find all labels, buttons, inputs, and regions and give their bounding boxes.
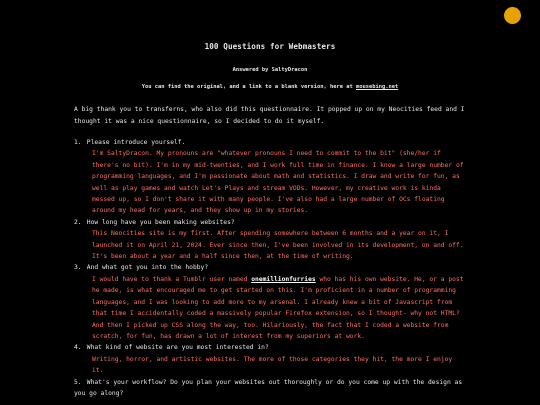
question-text: How long have you been making websites? bbox=[86, 218, 235, 226]
answer-text: who has his own website. He, or a post he made, is what encouraged me to get started on this. I'm proficient in a number of programming languages, and I was looking to add more to my arsenal. I already knew a bit of Javascript from that time I accidentally coded a massively popular Firefox extension, so I thought- why not HTML? And then I picked up CSS along the way, too. Hilariously, the fact that I coded a website from scratch, for fun, has drawn a lot of interest from my superiors at work. bbox=[92, 275, 464, 340]
intro-paragraph: A big thank you to transferns, who also did this questionnaire. It popped up on my Neocities feed and I thought it was a nice questionnaire, so I decided to do it myself. bbox=[74, 106, 465, 126]
question-2 bbox=[74, 217, 466, 228]
question-1 bbox=[74, 137, 466, 148]
page-title: 100 Questions for Webmasters bbox=[204, 42, 336, 51]
question-number: 2. bbox=[74, 218, 82, 226]
original-note bbox=[74, 84, 466, 90]
question-3 bbox=[74, 262, 466, 273]
question-4 bbox=[74, 342, 466, 353]
sun-icon[interactable] bbox=[504, 7, 521, 24]
question-number: 1. bbox=[74, 139, 82, 146]
original-note-text: You can find the original, and a link to a blank version, here at bbox=[141, 84, 356, 90]
qa-item-3 bbox=[74, 262, 466, 342]
question-list bbox=[74, 137, 466, 399]
question-5 bbox=[74, 377, 466, 400]
answer-3 bbox=[74, 274, 466, 342]
answer-4: Writing, horror, and artistic websites. The more of those categories they hit, the more I enjoy it. bbox=[92, 355, 453, 375]
qa-item-1 bbox=[74, 137, 466, 217]
answer-2: This Neocities site is my first. After spending somewhere between 6 months and a year on it, I launched it on April 21, 2024. Ever since then, I've been involved in its development, on and off. It's been about a year and a half since then, at the time of writing. bbox=[92, 230, 464, 261]
question-text: Please introduce yourself. bbox=[86, 139, 186, 146]
answer-1: I'm SaltyDracon. My pronouns are "whatever pronouns I need to commit to the bit" (she/her if there's no bit). I'm in my mid-twenties, and I work full time in finance. I know a large number of programming languages, and I'm passionate about math and statistics. I draw and write for fun, as well as play games and watch Let's Plays and stream VODs. However, my creative work is kinda messed up, so I don't share it with many people. I've also had a large number of OCs floating around my head for years, and they show up in my stories. bbox=[92, 150, 464, 215]
qa-item-2 bbox=[74, 217, 466, 263]
onemillionfurries-link[interactable]: onemillionfurries bbox=[251, 275, 316, 283]
question-number: 3. bbox=[74, 264, 82, 272]
question-text: What kind of website are you most interested in? bbox=[86, 344, 269, 352]
original-link[interactable]: mousebing.net bbox=[356, 84, 399, 90]
qa-item-5 bbox=[74, 377, 466, 400]
question-number: 4. bbox=[74, 344, 82, 352]
question-text: And what got you into the hobby? bbox=[86, 264, 209, 272]
answer-text: I would have to thank a Tumblr user named bbox=[92, 275, 252, 283]
question-text: What's your workflow? Do you plan your websites out thoroughly or do you come up with the design as you go along? bbox=[74, 378, 463, 397]
question-number: 5. bbox=[74, 378, 82, 386]
byline: Answered by SaltyDracon bbox=[232, 67, 308, 73]
qa-item-4 bbox=[74, 342, 466, 376]
